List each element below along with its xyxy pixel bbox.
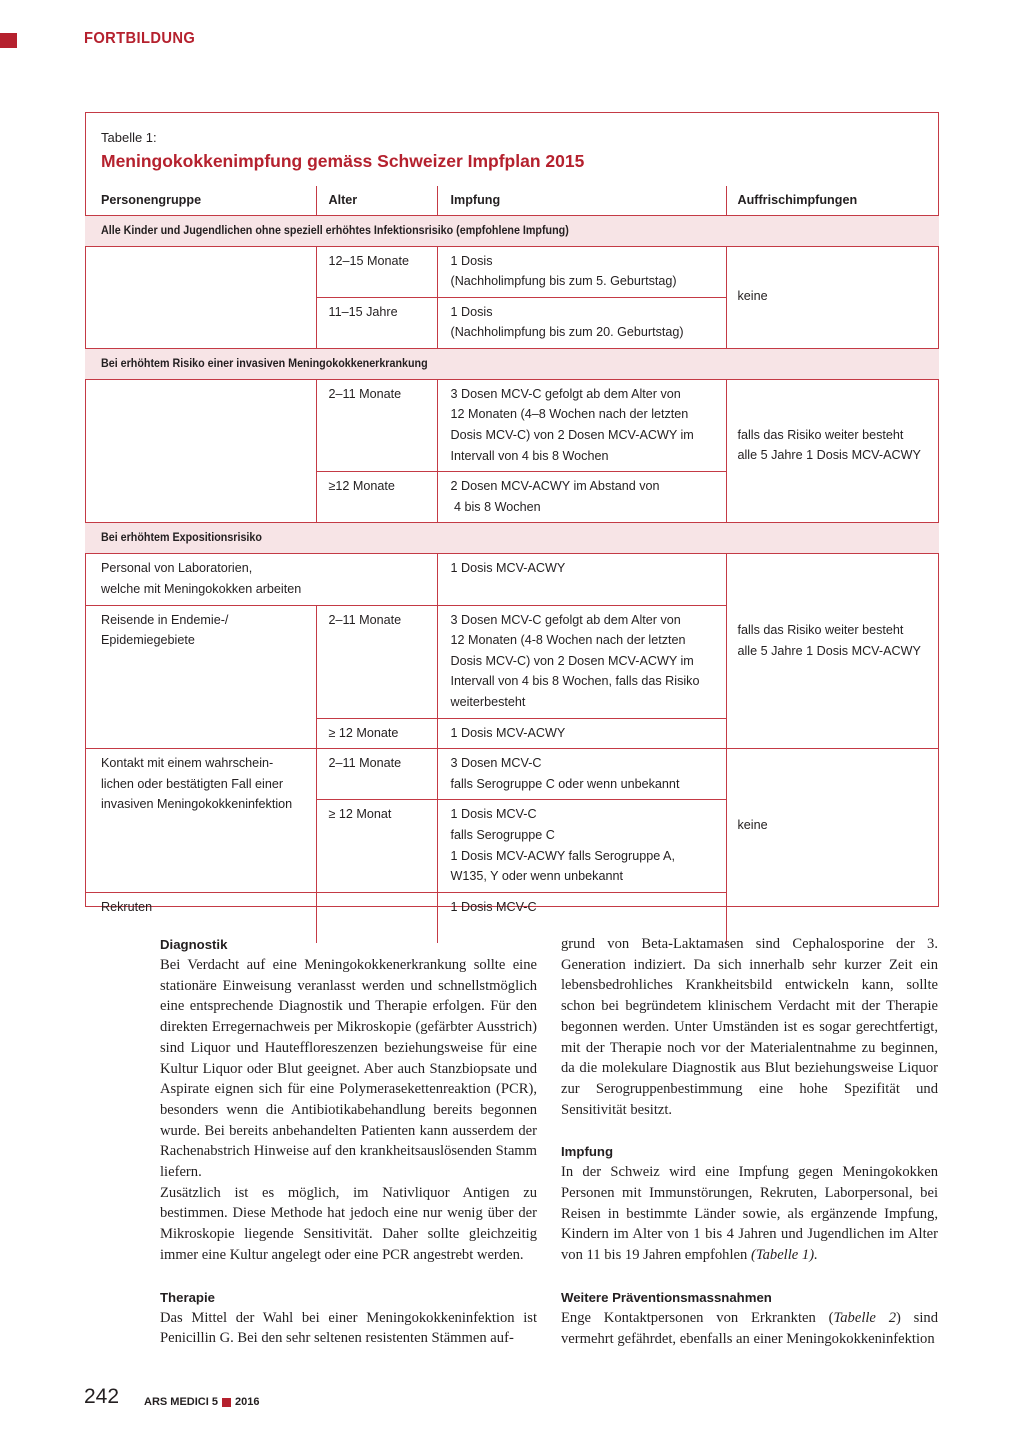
section-row: Alle Kinder und Jugendlichen ohne speziell erhöhtes Infektionsrisiko (empfohlene Impfung)	[85, 215, 939, 246]
vaccination-cell: 2 Dosen MCV-ACWY im Abstand von 4 bis 8 Wochen	[437, 472, 726, 523]
vaccination-cell: 3 Dosen MCV-C falls Serogruppe C oder wenn unbekannt	[437, 749, 726, 800]
left-column	[160, 934, 537, 1349]
section-label: FORTBILDUNG	[84, 30, 196, 47]
age-cell: 12–15 Monate	[316, 246, 437, 297]
right-column	[561, 934, 938, 1349]
booster-cell: keine	[726, 246, 939, 348]
vaccination-cell: 1 Dosis MCV-C falls Serogruppe C 1 Dosis MCV-ACWY falls Serogruppe A, W135, Y oder wenn unbekannt	[437, 800, 726, 892]
vaccination-cell: 3 Dosen MCV-C gefolgt ab dem Alter von 12 Monaten (4-8 Wochen nach der letzten Dosis MCV-C) von 2 Dosen MCV-ACWY im Intervall von 4 bis 8 Wochen, falls das Risiko weiterbesteht	[437, 605, 726, 718]
booster-cell: keine	[726, 749, 939, 944]
table-reference: Tabelle 2	[833, 1309, 896, 1326]
group-cell: Kontakt mit einem wahrschein- lichen oder bestätigten Fall einer invasiven Meningokokkeninfektion	[85, 749, 316, 893]
col-header-vaccination: Impfung	[437, 186, 726, 215]
table-title: Meningokokkenimpfung gemäss Schweizer Impfplan 2015	[101, 151, 585, 171]
praevention-heading: Weitere Präventionsmassnahmen	[561, 1289, 772, 1305]
col-header-group: Personengruppe	[85, 186, 316, 215]
footer-journal	[144, 1396, 259, 1408]
group-cell: Rekruten	[101, 899, 153, 914]
footer-marker	[222, 1398, 231, 1407]
age-cell: ≥ 12 Monat	[316, 800, 437, 892]
group-cell	[85, 246, 316, 348]
vaccination-cell: 1 Dosis (Nachholimpfung bis zum 20. Geburtstag)	[437, 297, 726, 348]
table-label: Tabelle 1:	[101, 130, 157, 145]
journal-year: 2016	[234, 1396, 260, 1408]
diagnostik-text: Bei Verdacht auf eine Meningokokkenerkrankung sollte eine stationäre Einweisung veranlasst werden und schnellstmöglich eine entsprechende Diagnostik und Therapie erfolgen. Für den direkten Erregernachweis per Mikroskopie (gefärbter Ausstrich) sind Liquor und Hauteffloreszenzen beziehungsweise für eine Kultur Liquor oder Blut geeignet. Aber auch Stanzbiopsate und Aspirate eignen sich für eine Polymerasekettenreaktion (PCR), besonders wenn die Antibiotikabehandlung bereits begonnen wurde. Bei bereits anbehandelten Patienten kann ausserdem der Rachenabstrich Hinweise auf den krankheitsauslösenden Stamm liefern.	[160, 957, 537, 1181]
journal-name: ARS MEDICI 5	[144, 1396, 218, 1408]
diagnostik-heading: Diagnostik	[160, 937, 228, 952]
group-cell: Reisende in Endemie-/ Epidemiegebiete	[85, 605, 316, 749]
vaccination-cell: 1 Dosis MCV-ACWY	[437, 554, 726, 605]
therapie-text: Das Mittel der Wahl bei einer Meningokokkeninfektion ist Penicillin G. Bei den sehr seltenen resistenten Stämmen auf-	[160, 1309, 537, 1347]
booster-cell: falls das Risiko weiter besteht alle 5 Jahre 1 Dosis MCV-ACWY	[726, 379, 939, 523]
page-number: 242	[84, 1385, 120, 1408]
age-cell: 11–15 Jahre	[316, 297, 437, 348]
impfung-text: In der Schweiz wird eine Impfung gegen Meningokokken Personen mit Immunstörungen, Rekruten, Laborpersonal, bei Reisen in bestimmte Länder sowie, als ergänzende Impfung, Kindern im Alter von 1 bis 4 Jahren und Jugendlichen im Alter von 11 bis 19 Jahren empfohlen (Tabelle 1).	[561, 1164, 938, 1264]
col-header-age: Alter	[316, 186, 437, 215]
therapie-continued: grund von Beta-Laktamasen sind Cephalosporine der 3. Generation indiziert. Da sich innerhalb sehr kurzer Zeit ein lebensbedrohliches Krankheitsbild entwickeln kann, sollte schon bei begründetem klinischem Verdacht mit der Therapie begonnen werden. Unter Umständen ist es sogar gerechtfertigt, mit der Therapie noch vor der Materialentnahme zu beginnen, da die molekulare Diagnostik aus Blut beziehungsweise Liquor zur Serogruppenbestimmung eine hohe Spezifität und Sensitivität besitzt.	[561, 936, 938, 1118]
vaccination-cell: 1 Dosis (Nachholimpfung bis zum 5. Geburtstag)	[437, 246, 726, 297]
table-reference: (Tabelle 1).	[750, 1247, 818, 1264]
vaccination-cell: 1 Dosis MCV-ACWY	[437, 718, 726, 749]
vaccination-cell: 3 Dosen MCV-C gefolgt ab dem Alter von 12 Monaten (4–8 Wochen nach der letzten Dosis MCV-C) von 2 Dosen MCV-ACWY im Intervall von 4 bis 8 Wochen	[437, 379, 726, 471]
vaccination-cell: 1 Dosis MCV-C	[437, 892, 726, 943]
booster-cell: falls das Risiko weiter besteht alle 5 Jahre 1 Dosis MCV-ACWY	[726, 554, 939, 749]
age-cell: ≥12 Monate	[316, 472, 437, 523]
age-cell: 2–11 Monate	[316, 379, 437, 471]
group-cell	[85, 379, 316, 523]
section-row: Bei erhöhtem Expositionsrisiko	[85, 523, 939, 554]
praevention-text: Enge Kontaktpersonen von Erkrankten (Tabelle 2) sind vermehrt gefährdet, ebenfalls an einer Meningokokkeninfektion	[561, 1309, 938, 1347]
col-header-booster: Auffrischimpfungen	[726, 186, 939, 215]
age-cell: 2–11 Monate	[316, 749, 437, 800]
age-cell: ≥ 12 Monate	[316, 718, 437, 749]
section-row: Bei erhöhtem Risiko einer invasiven Meningokokkenerkrankung	[85, 348, 939, 379]
diagnostik-text-2: Zusätzlich ist es möglich, im Nativliquor Antigen zu bestimmen. Diese Methode hat jedoch eine nur wenig über der Mikroskopie liegende Sensitivität. Daher sollte gleichzeitig immer eine Kultur angelegt oder eine PCR angestrebt werden.	[160, 1184, 537, 1263]
impfung-heading: Impfung	[561, 1144, 614, 1160]
vaccination-table	[85, 186, 939, 943]
section-marker	[0, 33, 17, 48]
group-cell: Personal von Laboratorien, welche mit Meningokokken arbeiten	[85, 554, 437, 605]
age-cell: 2–11 Monate	[316, 605, 437, 718]
therapie-heading: Therapie	[160, 1289, 215, 1305]
